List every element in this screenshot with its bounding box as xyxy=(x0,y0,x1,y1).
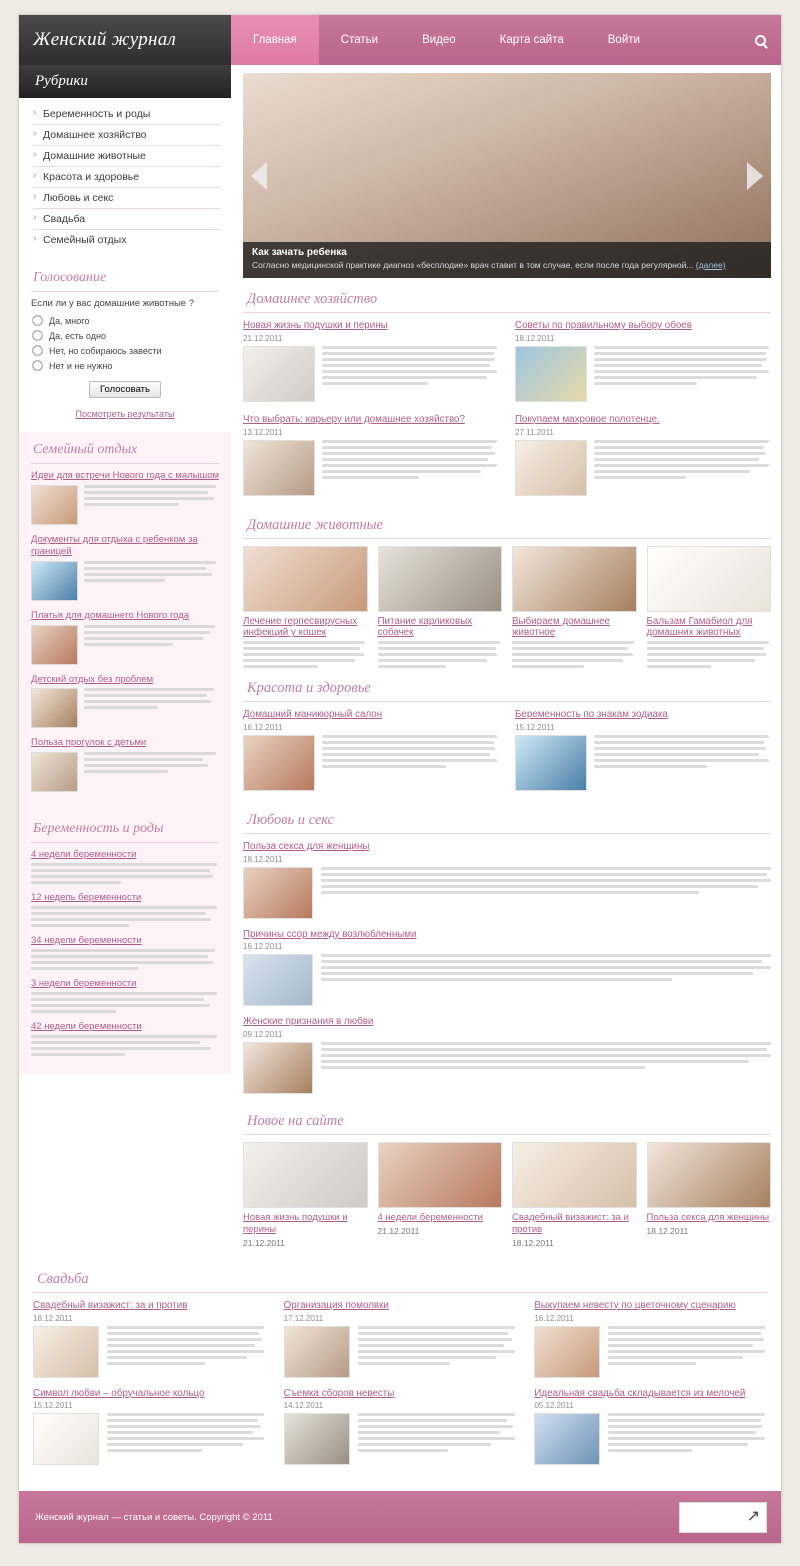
article-image xyxy=(284,1326,350,1378)
card-link[interactable]: 4 недели беременности xyxy=(377,1212,483,1223)
article-link[interactable]: Домашний маникюрный салон xyxy=(243,709,383,720)
card-link[interactable]: Лечение герпесвирусных инфекций у кошек xyxy=(243,615,358,639)
site-footer xyxy=(19,1491,781,1543)
excerpt xyxy=(321,867,771,919)
wedding-grid-row1 xyxy=(33,1300,767,1378)
article-link[interactable]: Символ любви – обручальное кольцо xyxy=(33,1387,205,1399)
excerpt xyxy=(322,346,499,402)
slider-caption-body: Согласно медицинской практике диагноз «бесплодие» врач ставит в том случае, если после года регулярной... xyxy=(252,259,696,270)
article-row xyxy=(284,1326,517,1378)
beauty-col-left xyxy=(243,709,499,803)
card xyxy=(647,1142,772,1248)
family-link-3[interactable]: Платья для домашнего Нового года xyxy=(31,609,190,621)
poll-option-label-1: Да, много xyxy=(49,315,90,326)
rubriki-list xyxy=(19,98,231,260)
pregnancy-title: Беременность и роды xyxy=(31,811,219,843)
list-item xyxy=(31,534,219,601)
poll-block xyxy=(19,260,231,432)
card xyxy=(243,546,368,672)
excerpt xyxy=(594,440,771,496)
wedding-item xyxy=(33,1388,266,1466)
article-link[interactable]: Беременность по знакам зодиака xyxy=(515,709,668,720)
pregnancy-link-1[interactable]: 4 недели беременности xyxy=(31,849,137,861)
sidebar-item-wedding[interactable]: › Свадьба xyxy=(33,209,221,230)
article-link[interactable]: Покупаем махровое полотенце. xyxy=(515,413,660,425)
card xyxy=(378,1142,503,1248)
article-image xyxy=(243,735,315,791)
wedding-item xyxy=(534,1300,767,1378)
excerpt xyxy=(84,561,219,601)
slider-caption xyxy=(243,242,771,278)
sidebar-item-beauty[interactable]: › Красота и здоровье xyxy=(33,167,221,188)
pregnancy-link-3[interactable]: 34 недели беременности xyxy=(31,935,142,947)
excerpt xyxy=(358,1413,517,1465)
family-link-1[interactable]: Идеи для встречи Нового года с малышом xyxy=(31,470,220,481)
beauty-grid xyxy=(243,709,771,803)
article-row xyxy=(515,346,771,402)
wedding-item xyxy=(284,1388,517,1466)
article-image xyxy=(243,867,313,919)
article-image xyxy=(243,440,315,496)
article-link[interactable]: Советы по правильному выбору обоев xyxy=(515,320,692,331)
nav-item-home[interactable]: Главная xyxy=(231,15,319,65)
article-date: 27.11.2011 xyxy=(515,427,554,437)
section-title-household: Домашнее хозяйство xyxy=(243,282,771,313)
household-col-right xyxy=(515,320,771,508)
slider-prev-icon[interactable] xyxy=(251,162,267,190)
excerpt xyxy=(84,688,219,728)
card-image xyxy=(647,546,772,612)
article-row xyxy=(534,1326,767,1378)
poll-results-wrap xyxy=(31,404,219,422)
slider-caption-text xyxy=(252,260,762,271)
sidebar-item-pregnancy[interactable]: › Беременность и роды xyxy=(33,104,221,125)
excerpt xyxy=(31,949,219,970)
new-grid xyxy=(243,1142,771,1248)
article-row xyxy=(515,440,771,496)
search-icon xyxy=(755,35,766,46)
search-button[interactable] xyxy=(739,15,781,65)
card-date: 18.12.2011 xyxy=(646,1225,689,1236)
excerpt xyxy=(358,1326,517,1378)
card xyxy=(512,1142,637,1248)
poll-option-label-4: Нет и не нужно xyxy=(49,360,113,371)
article-date: 16.12.2011 xyxy=(243,722,283,732)
card-date: 21.12.2011 xyxy=(243,1237,285,1248)
article-image xyxy=(243,1042,313,1094)
excerpt xyxy=(512,641,637,668)
excerpt xyxy=(243,641,368,668)
card-link[interactable]: Выбираем домашнее животное xyxy=(512,615,610,639)
household-grid xyxy=(243,320,771,508)
article-date: 18.12.2011 xyxy=(33,1313,73,1323)
article-link[interactable]: Причины ссор между возлюбленными xyxy=(243,928,417,940)
excerpt xyxy=(321,1042,771,1094)
nav-item-articles[interactable]: Статьи xyxy=(340,34,379,46)
article-date: 15.12.2011 xyxy=(515,722,555,732)
excerpt xyxy=(84,485,219,525)
card-link[interactable]: Бальзам Гамабиол для домашних животных xyxy=(646,615,753,639)
article-date: 14.12.2011 xyxy=(283,1401,324,1411)
poll-button-wrap xyxy=(31,379,219,398)
counter-widget[interactable] xyxy=(679,1502,767,1533)
nav-item-video[interactable]: Видео xyxy=(422,34,456,46)
poll-radio-4[interactable] xyxy=(32,360,42,370)
article-date: 18.12.2011 xyxy=(243,854,283,864)
card xyxy=(512,546,637,672)
pregnancy-block xyxy=(19,811,231,1074)
article-row xyxy=(243,440,499,496)
excerpt xyxy=(31,906,219,927)
excerpt xyxy=(84,752,219,792)
list-item xyxy=(31,737,219,792)
list-item xyxy=(31,610,219,665)
thumbnail xyxy=(31,625,78,665)
section-title-wedding: Свадьба xyxy=(33,1262,767,1293)
excerpt xyxy=(107,1326,266,1378)
vote-button[interactable]: Голосовать xyxy=(89,381,161,398)
card-image xyxy=(243,1142,368,1208)
poll-option-3[interactable] xyxy=(31,344,219,357)
card-image xyxy=(512,546,637,612)
section-title-pets: Домашние животные xyxy=(243,508,771,539)
poll-option-1[interactable] xyxy=(31,314,219,327)
article-image xyxy=(534,1326,600,1378)
main-nav xyxy=(231,15,739,65)
card-date: 21.12.2011 xyxy=(377,1225,420,1236)
article-row xyxy=(243,735,499,791)
card-link[interactable]: Питание карликовых собачек xyxy=(377,615,473,639)
article-link[interactable]: Идеальная свадьба складывается из мелочей xyxy=(534,1387,746,1399)
pregnancy-link-2[interactable]: 12 недель беременности xyxy=(31,892,142,904)
card xyxy=(647,546,772,672)
poll-option-label-3: Нет, но собираюсь завести xyxy=(49,345,162,356)
article-link[interactable]: Выкупаем невесту по цветочному сценарию xyxy=(534,1299,736,1311)
beauty-col-right xyxy=(515,709,771,803)
article-date: 05.12.2011 xyxy=(534,1401,574,1411)
sidebar-item-family[interactable]: › Семейный отдых xyxy=(33,230,221,250)
article-row xyxy=(243,1042,771,1094)
article-link[interactable]: Съемка сборов невесты xyxy=(283,1387,395,1399)
article-row xyxy=(33,1326,266,1378)
poll-radio-1[interactable] xyxy=(32,315,42,325)
card-link[interactable]: Новая жизнь подушки и перины xyxy=(243,1212,348,1235)
site-shell xyxy=(18,14,782,1544)
article-row xyxy=(243,867,771,919)
card-image xyxy=(243,546,368,612)
article-link[interactable]: Свадебный визажист: за и против xyxy=(33,1299,188,1311)
poll-question: Если ли у вас домашние животные ? xyxy=(31,298,195,309)
article-date: 16.12.2011 xyxy=(534,1313,574,1323)
sidebar xyxy=(19,65,231,1074)
article-date: 16.12.2011 xyxy=(243,942,283,952)
article-image xyxy=(243,346,315,402)
family-title: Семейный отдых xyxy=(31,432,219,464)
hero-slider[interactable] xyxy=(243,73,771,278)
excerpt xyxy=(594,735,771,791)
card-link[interactable]: Свадебный визажист: за и против xyxy=(512,1212,629,1235)
article-image xyxy=(515,735,587,791)
slider-caption-title[interactable]: Как зачать ребенка xyxy=(252,246,347,258)
article-link[interactable]: Что выбрать: карьеру или домашнее хозяйство? xyxy=(243,413,465,425)
slider-next-icon[interactable] xyxy=(747,162,763,190)
article-row xyxy=(33,1413,266,1465)
pregnancy-link-5[interactable]: 42 недели беременности xyxy=(31,1021,142,1033)
household-col-left xyxy=(243,320,499,508)
wedding-item xyxy=(284,1300,517,1378)
wedding-item xyxy=(534,1388,767,1466)
nav-item-login[interactable]: Войти xyxy=(607,34,640,46)
excerpt xyxy=(608,1413,767,1465)
excerpt xyxy=(31,863,219,884)
excerpt xyxy=(594,346,771,402)
poll-radio-2[interactable] xyxy=(32,330,42,340)
article-image xyxy=(33,1326,99,1378)
section-title-love: Любовь и секс xyxy=(243,803,771,834)
footer-copyright: Женский журнал — статьи и советы. Copyright © 2011 xyxy=(35,1511,273,1523)
article-link[interactable]: Польза секса для женщины xyxy=(243,840,370,852)
excerpt xyxy=(84,625,219,665)
article-link[interactable]: Новая жизнь подушки и перины xyxy=(243,320,388,331)
article-row xyxy=(243,346,499,402)
list-item xyxy=(31,978,219,1013)
article-image xyxy=(284,1413,350,1465)
love-list xyxy=(243,841,771,1094)
wedding-section xyxy=(19,1258,781,1482)
excerpt xyxy=(647,641,772,668)
excerpt xyxy=(31,1035,219,1056)
poll-option-4[interactable] xyxy=(31,359,219,372)
poll-results-link[interactable]: Посмотреть результаты xyxy=(75,409,175,419)
wedding-grid-row2 xyxy=(33,1388,767,1466)
card-image xyxy=(378,1142,503,1208)
site-logo[interactable]: Женский журнал xyxy=(19,15,231,65)
card-link[interactable]: Польза секса для женщины xyxy=(646,1212,770,1223)
list-item xyxy=(31,1021,219,1056)
article-date: 17.12.2011 xyxy=(283,1313,324,1323)
article-date: 09.12.2011 xyxy=(243,1030,283,1039)
pets-grid xyxy=(243,546,771,672)
list-item xyxy=(31,935,219,970)
card-image xyxy=(512,1142,637,1208)
article-image xyxy=(243,954,313,1006)
article-row xyxy=(515,735,771,791)
rubriki-title: Рубрики xyxy=(19,65,231,98)
excerpt xyxy=(321,954,771,1006)
excerpt xyxy=(322,735,499,791)
family-link-4[interactable]: Детский отдых без проблем xyxy=(31,673,154,685)
article-row xyxy=(243,954,771,1006)
list-item xyxy=(31,892,219,927)
article-date: 15.12.2011 xyxy=(33,1401,73,1411)
site-header xyxy=(19,15,781,65)
section-title-new: Новое на сайте xyxy=(243,1104,771,1135)
article-image xyxy=(515,346,587,402)
list-item xyxy=(31,470,219,525)
article-image xyxy=(515,440,587,496)
card xyxy=(378,546,503,672)
card xyxy=(243,1142,368,1248)
poll-option-label-2: Да, есть одно xyxy=(49,330,106,341)
article-link[interactable]: Организация помолвки xyxy=(283,1299,389,1311)
article-image xyxy=(33,1413,99,1465)
body-row xyxy=(19,65,781,1258)
section-title-beauty: Красота и здоровье xyxy=(243,671,771,702)
thumbnail xyxy=(31,561,78,601)
excerpt xyxy=(107,1413,266,1465)
family-link-2[interactable]: Документы для отдыха с ребенком за границей xyxy=(31,533,198,557)
pregnancy-link-4[interactable]: 3 недели беременности xyxy=(31,978,137,990)
article-link[interactable]: Женские признания в любви xyxy=(243,1016,374,1028)
list-item xyxy=(31,849,219,884)
card-image xyxy=(378,546,503,612)
family-block xyxy=(19,432,231,811)
excerpt xyxy=(322,440,499,496)
thumbnail xyxy=(31,688,78,728)
sidebar-item-household[interactable]: › Домашнее хозяйство xyxy=(33,125,221,146)
article-date: 18.12.2011 xyxy=(515,333,555,343)
poll-option-2[interactable] xyxy=(31,329,219,342)
excerpt xyxy=(378,641,503,668)
slider-more-link[interactable]: (далее) xyxy=(695,259,726,270)
excerpt xyxy=(31,992,219,1013)
excerpt xyxy=(608,1326,767,1378)
nav-item-sitemap[interactable]: Карта сайта xyxy=(499,34,564,46)
wedding-item xyxy=(33,1300,266,1378)
article-row xyxy=(284,1413,517,1465)
thumbnail xyxy=(31,752,78,792)
main-content xyxy=(231,65,781,1258)
family-link-5[interactable]: Польза прогулок с детьми xyxy=(31,737,147,749)
list-item xyxy=(31,674,219,729)
sidebar-item-love[interactable]: › Любовь и секс xyxy=(33,188,221,209)
card-date: 18.12.2011 xyxy=(512,1237,554,1248)
sidebar-item-pets[interactable]: › Домашние животные xyxy=(33,146,221,167)
article-image xyxy=(534,1413,600,1465)
article-date: 21.12.2011 xyxy=(243,333,283,343)
poll-radio-3[interactable] xyxy=(32,345,42,355)
thumbnail xyxy=(31,485,78,525)
poll-title: Голосование xyxy=(31,260,219,292)
article-row xyxy=(534,1413,767,1465)
article-date: 13.12.2011 xyxy=(243,427,283,437)
card-image xyxy=(647,1142,772,1208)
